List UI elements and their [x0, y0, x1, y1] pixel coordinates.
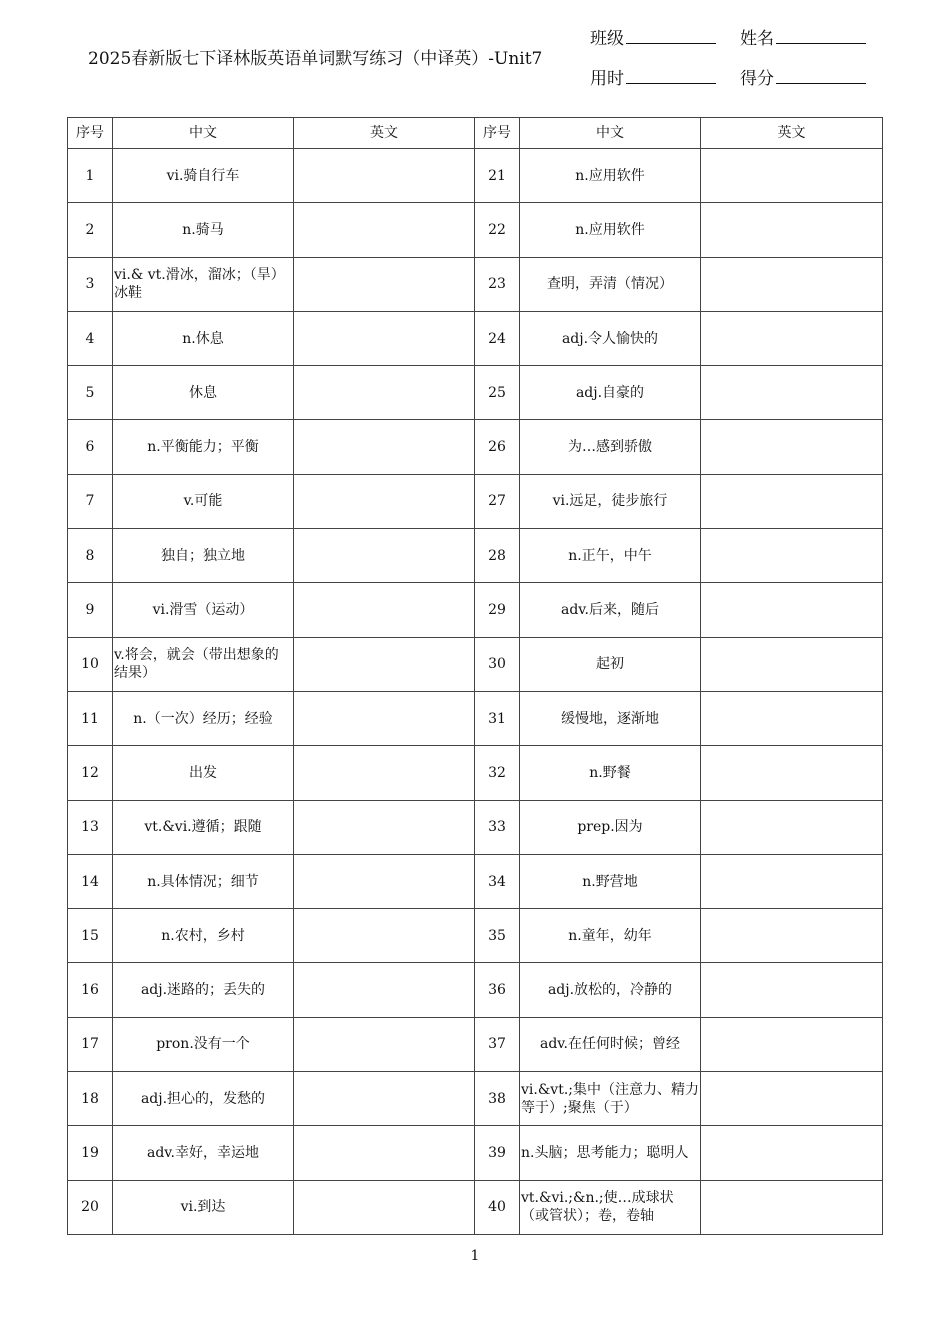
english-answer-cell[interactable] [294, 1126, 475, 1180]
chinese-meaning: 起初 [520, 637, 701, 691]
chinese-meaning: 出发 [113, 746, 294, 800]
header-no-right: 序号 [475, 118, 520, 149]
item-number: 21 [475, 149, 520, 203]
chinese-meaning: n.头脑；思考能力；聪明人 [520, 1126, 701, 1180]
chinese-meaning: adj.自豪的 [520, 366, 701, 420]
english-answer-cell[interactable] [701, 909, 883, 963]
english-answer-cell[interactable] [294, 637, 475, 691]
chinese-meaning: adj.担心的，发愁的 [113, 1072, 294, 1126]
chinese-meaning: vi.滑雪（运动） [113, 583, 294, 637]
english-answer-cell[interactable] [701, 583, 883, 637]
page-number: 1 [470, 1248, 480, 1264]
chinese-meaning: 查明，弄清（情况） [520, 257, 701, 311]
chinese-meaning: vt.&vi.;&n.;使…成球状（或管状）；卷，卷轴 [520, 1180, 701, 1234]
item-number: 29 [475, 583, 520, 637]
item-number: 31 [475, 691, 520, 745]
english-answer-cell[interactable] [701, 637, 883, 691]
item-number: 22 [475, 203, 520, 257]
chinese-meaning: adv.后来，随后 [520, 583, 701, 637]
english-answer-cell[interactable] [701, 854, 883, 908]
english-answer-cell[interactable] [701, 1072, 883, 1126]
item-number: 14 [68, 854, 113, 908]
header-en-right: 英文 [701, 118, 883, 149]
english-answer-cell[interactable] [701, 1017, 883, 1071]
english-answer-cell[interactable] [701, 257, 883, 311]
chinese-meaning: vi.& vt.滑冰，溜冰；（旱）冰鞋 [113, 257, 294, 311]
table-row [68, 1072, 883, 1126]
chinese-meaning: n.野餐 [520, 746, 701, 800]
item-number: 27 [475, 474, 520, 528]
table-row [68, 637, 883, 691]
chinese-meaning: 缓慢地，逐渐地 [520, 691, 701, 745]
english-answer-cell[interactable] [294, 1017, 475, 1071]
english-answer-cell[interactable] [701, 800, 883, 854]
chinese-meaning: n.正午，中午 [520, 529, 701, 583]
item-number: 12 [68, 746, 113, 800]
table-row [68, 800, 883, 854]
english-answer-cell[interactable] [294, 1072, 475, 1126]
table-row [68, 149, 883, 203]
item-number: 38 [475, 1072, 520, 1126]
chinese-meaning: n.休息 [113, 311, 294, 365]
score-label: 得分 [740, 69, 774, 89]
item-number: 1 [68, 149, 113, 203]
header-en-left: 英文 [294, 118, 475, 149]
item-number: 11 [68, 691, 113, 745]
item-number: 16 [68, 963, 113, 1017]
item-number: 40 [475, 1180, 520, 1234]
table-row [68, 746, 883, 800]
chinese-meaning: n.平衡能力；平衡 [113, 420, 294, 474]
chinese-meaning: adv.在任何时候；曾经 [520, 1017, 701, 1071]
item-number: 17 [68, 1017, 113, 1071]
chinese-meaning: n.骑马 [113, 203, 294, 257]
chinese-meaning: prep.因为 [520, 800, 701, 854]
worksheet-title: 2025春新版七下译林版英语单词默写练习（中译英）-Unit7 [88, 49, 543, 69]
score-field [740, 64, 866, 89]
english-answer-cell[interactable] [701, 474, 883, 528]
english-answer-cell[interactable] [701, 420, 883, 474]
item-number: 28 [475, 529, 520, 583]
item-number: 10 [68, 637, 113, 691]
item-number: 2 [68, 203, 113, 257]
score-blank[interactable] [776, 69, 866, 84]
time-blank[interactable] [626, 69, 716, 84]
english-answer-cell[interactable] [294, 311, 475, 365]
english-answer-cell[interactable] [294, 257, 475, 311]
english-answer-cell[interactable] [701, 1180, 883, 1234]
english-answer-cell[interactable] [294, 691, 475, 745]
english-answer-cell[interactable] [701, 149, 883, 203]
english-answer-cell[interactable] [294, 800, 475, 854]
item-number: 5 [68, 366, 113, 420]
item-number: 4 [68, 311, 113, 365]
header-no-left: 序号 [68, 118, 113, 149]
english-answer-cell[interactable] [701, 691, 883, 745]
table-row [68, 311, 883, 365]
item-number: 34 [475, 854, 520, 908]
chinese-meaning: n.野营地 [520, 854, 701, 908]
chinese-meaning: n.具体情况；细节 [113, 854, 294, 908]
table-row [68, 474, 883, 528]
table-row [68, 257, 883, 311]
english-answer-cell[interactable] [294, 1180, 475, 1234]
class-blank[interactable] [626, 29, 716, 44]
item-number: 18 [68, 1072, 113, 1126]
english-answer-cell[interactable] [294, 529, 475, 583]
item-number: 32 [475, 746, 520, 800]
item-number: 3 [68, 257, 113, 311]
english-answer-cell[interactable] [294, 366, 475, 420]
time-field [590, 64, 716, 89]
chinese-meaning: 独自；独立地 [113, 529, 294, 583]
chinese-meaning: n.应用软件 [520, 203, 701, 257]
chinese-meaning: pron.没有一个 [113, 1017, 294, 1071]
english-answer-cell[interactable] [294, 909, 475, 963]
item-number: 19 [68, 1126, 113, 1180]
item-number: 13 [68, 800, 113, 854]
chinese-meaning: vi.骑自行车 [113, 149, 294, 203]
chinese-meaning: v.将会，就会（带出想象的结果） [113, 637, 294, 691]
english-answer-cell[interactable] [701, 963, 883, 1017]
english-answer-cell[interactable] [294, 474, 475, 528]
english-answer-cell[interactable] [294, 203, 475, 257]
chinese-meaning: n.农村，乡村 [113, 909, 294, 963]
table-row [68, 1180, 883, 1234]
class-field [590, 24, 716, 49]
name-field [740, 24, 866, 49]
table-header-row [68, 118, 883, 149]
item-number: 37 [475, 1017, 520, 1071]
english-answer-cell[interactable] [294, 746, 475, 800]
chinese-meaning: adv.幸好，幸运地 [113, 1126, 294, 1180]
name-blank[interactable] [776, 29, 866, 44]
item-number: 6 [68, 420, 113, 474]
table-row [68, 203, 883, 257]
header-cn-right: 中文 [520, 118, 701, 149]
table-row [68, 1126, 883, 1180]
item-number: 30 [475, 637, 520, 691]
item-number: 36 [475, 963, 520, 1017]
chinese-meaning: 休息 [113, 366, 294, 420]
chinese-meaning: n.应用软件 [520, 149, 701, 203]
item-number: 9 [68, 583, 113, 637]
item-number: 7 [68, 474, 113, 528]
english-answer-cell[interactable] [701, 1126, 883, 1180]
time-label: 用时 [590, 69, 624, 89]
chinese-meaning: vi.到达 [113, 1180, 294, 1234]
item-number: 20 [68, 1180, 113, 1234]
chinese-meaning: vi.&vt.;集中（注意力、精力等于）;聚焦（于） [520, 1072, 701, 1126]
chinese-meaning: vi.远足，徒步旅行 [520, 474, 701, 528]
item-number: 23 [475, 257, 520, 311]
english-answer-cell[interactable] [294, 854, 475, 908]
table-row [68, 529, 883, 583]
english-answer-cell[interactable] [294, 149, 475, 203]
item-number: 39 [475, 1126, 520, 1180]
header-cn-left: 中文 [113, 118, 294, 149]
item-number: 8 [68, 529, 113, 583]
english-answer-cell[interactable] [294, 963, 475, 1017]
table-row [68, 963, 883, 1017]
chinese-meaning: vt.&vi.遵循；跟随 [113, 800, 294, 854]
english-answer-cell[interactable] [701, 311, 883, 365]
name-label: 姓名 [740, 29, 774, 49]
english-answer-cell[interactable] [701, 529, 883, 583]
class-label: 班级 [590, 29, 624, 49]
english-answer-cell[interactable] [294, 420, 475, 474]
chinese-meaning: v.可能 [113, 474, 294, 528]
chinese-meaning: adj.令人愉快的 [520, 311, 701, 365]
table-row [68, 420, 883, 474]
english-answer-cell[interactable] [294, 583, 475, 637]
english-answer-cell[interactable] [701, 746, 883, 800]
item-number: 35 [475, 909, 520, 963]
table-row [68, 691, 883, 745]
item-number: 15 [68, 909, 113, 963]
chinese-meaning: adj.放松的，冷静的 [520, 963, 701, 1017]
table-row [68, 583, 883, 637]
chinese-meaning: n.童年，幼年 [520, 909, 701, 963]
table-row [68, 1017, 883, 1071]
table-row [68, 909, 883, 963]
english-answer-cell[interactable] [701, 366, 883, 420]
vocabulary-table [67, 117, 883, 1235]
table-row [68, 366, 883, 420]
chinese-meaning: adj.迷路的；丢失的 [113, 963, 294, 1017]
item-number: 24 [475, 311, 520, 365]
english-answer-cell[interactable] [701, 203, 883, 257]
item-number: 26 [475, 420, 520, 474]
item-number: 25 [475, 366, 520, 420]
chinese-meaning: n.（一次）经历；经验 [113, 691, 294, 745]
chinese-meaning: 为…感到骄傲 [520, 420, 701, 474]
item-number: 33 [475, 800, 520, 854]
table-row [68, 854, 883, 908]
